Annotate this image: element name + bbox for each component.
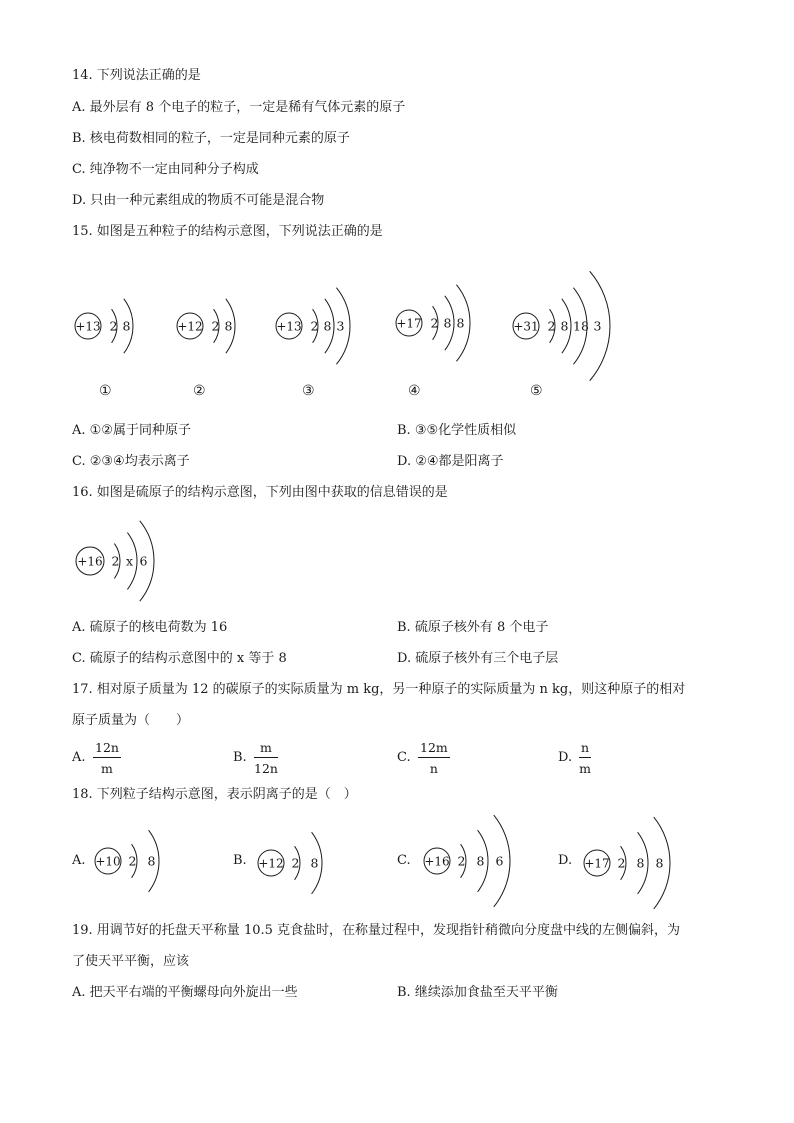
- q17-option-a-label: A.: [72, 750, 86, 765]
- q18-option-d-shell-2-electrons: 8: [636, 855, 645, 871]
- q16-atom-diagram: [74, 501, 185, 625]
- q17-option-d-numerator: n: [579, 740, 591, 758]
- q17-option-d-denominator: m: [579, 761, 591, 776]
- q15-atom-2-atom-diagram: [175, 266, 274, 390]
- q14-option-d: D. 只由一种元素组成的物质不可能是混合物: [72, 193, 325, 208]
- q15-option-c: C. ②③④均表示离子: [72, 454, 190, 469]
- q17-option-c-denominator: n: [429, 761, 438, 776]
- q18-option-a-shell-1-electrons: 2: [128, 853, 137, 869]
- q19-stem-line1: 19. 用调节好的托盘天平称量 10.5 克食盐时，在称量过程中，发现指针稍微向分度盘中线的左侧偏斜，为: [72, 923, 681, 938]
- q19-stem-line2: 了使天平平衡，应该: [72, 954, 190, 969]
- q17-option-a-denominator: m: [101, 761, 113, 776]
- q15-atom-2-shell-2-electrons: 8: [224, 318, 233, 334]
- q16-atom-svg: [74, 501, 185, 621]
- q14-stem: 14. 下列说法正确的是: [72, 68, 201, 83]
- q15-atom-3-atom-svg: [274, 266, 384, 386]
- q18-option-d-atom-diagram: [582, 803, 692, 927]
- q18-option-c-atom-svg: [422, 801, 532, 921]
- q18-option-b-shell-1-electrons: 2: [291, 855, 300, 871]
- q16-shell-1-electrons: 2: [111, 553, 120, 569]
- q15-atom-5-shell-4-electrons: 3: [593, 318, 602, 334]
- q17-option-b-denominator: 12n: [254, 761, 278, 776]
- q17-option-b-fraction: [254, 740, 278, 776]
- q17-option-d-label: D.: [558, 750, 573, 765]
- q15-label-5: ⑤: [530, 383, 543, 399]
- q18-option-c-label: C.: [397, 853, 411, 868]
- q18-option-b-nucleus-charge: +12: [258, 856, 284, 871]
- q18-option-d-shell-1-electrons: 2: [617, 855, 626, 871]
- q15-atom-5-atom-diagram: [511, 266, 632, 390]
- q18-option-a-nucleus-charge: +10: [95, 854, 121, 869]
- q15-option-b: B. ③⑤化学性质相似: [397, 423, 517, 438]
- q18-option-a-shell-2-electrons: 8: [147, 853, 156, 869]
- q15-label-3: ③: [302, 383, 315, 399]
- q15-atom-5-atom-svg: [511, 266, 632, 386]
- q19-option-a: A. 把天平右端的平衡螺母向外旋出一些: [72, 985, 298, 1000]
- q18-option-d-atom-svg: [582, 803, 692, 923]
- q18-option-a-atom-diagram: [93, 801, 192, 925]
- q16-option-a: A. 硫原子的核电荷数为 16: [72, 620, 228, 635]
- q15-atom-4-nucleus-charge: +17: [396, 316, 422, 331]
- q18-option-a-label: A.: [72, 853, 86, 868]
- q18-option-c-atom-diagram: [422, 801, 532, 925]
- q16-option-d: D. 硫原子核外有三个电子层: [397, 651, 559, 666]
- q16-nucleus-charge: +16: [77, 554, 103, 569]
- q18-option-a-atom-svg: [93, 801, 192, 921]
- q15-atom-3-nucleus-charge: +13: [276, 319, 302, 334]
- q15-atom-1-shell-2-electrons: 8: [122, 318, 131, 334]
- q18-option-d-label: D.: [558, 853, 573, 868]
- q15-atom-3-shell-3-electrons: 3: [336, 318, 345, 334]
- q17-option-b-numerator: m: [254, 740, 278, 758]
- q15-atom-4-atom-diagram: [394, 263, 504, 387]
- q14-option-b: B. 核电荷数相同的粒子，一定是同种元素的原子: [72, 131, 350, 146]
- q17-option-c-numerator: 12m: [418, 740, 450, 758]
- q15-atom-4-shell-2-electrons: 8: [443, 315, 452, 331]
- q16-shell-2-electrons: x: [125, 553, 134, 569]
- q15-atom-2-shell-1-electrons: 2: [211, 318, 220, 334]
- q17-option-c-label: C.: [397, 750, 411, 765]
- q15-atom-5-shell-2-electrons: 8: [560, 318, 569, 334]
- q15-atom-5-shell-1-electrons: 2: [547, 318, 556, 334]
- q15-atom-5-shell-3-electrons: 18: [573, 318, 589, 334]
- q18-option-b-shell-2-electrons: 8: [310, 855, 319, 871]
- q18-option-d-shell-3-electrons: 8: [655, 855, 664, 871]
- q17-option-a-numerator: 12n: [93, 740, 121, 758]
- q16-shell-3-electrons: 6: [139, 553, 148, 569]
- q18-option-c-shell-3-electrons: 6: [495, 853, 504, 869]
- q15-stem: 15. 如图是五种粒子的结构示意图，下列说法正确的是: [72, 224, 383, 239]
- q17-stem-line1: 17. 相对原子质量为 12 的碳原子的实际质量为 m kg，另一种原子的实际质量为 n kg，则这种原子的相对: [72, 682, 686, 697]
- q17-option-c-fraction: [418, 740, 450, 776]
- q18-option-b-atom-diagram: [256, 803, 355, 927]
- q15-label-2: ②: [193, 383, 206, 399]
- q15-atom-4-atom-svg: [394, 263, 504, 383]
- q15-atom-4-shell-3-electrons: 8: [456, 315, 465, 331]
- q15-atom-1-nucleus-charge: +13: [75, 319, 101, 334]
- q19-option-b: B. 继续添加食盐至天平平衡: [397, 985, 558, 1000]
- q16-option-b: B. 硫原子核外有 8 个电子: [397, 620, 549, 635]
- q18-option-c-nucleus-charge: +16: [424, 854, 450, 869]
- q18-option-d-nucleus-charge: +17: [584, 856, 610, 871]
- q18-option-c-shell-1-electrons: 2: [457, 853, 466, 869]
- q17-option-b-label: B.: [233, 750, 247, 765]
- q15-atom-1-atom-svg: [73, 266, 172, 386]
- q14-option-c: C. 纯净物不一定由同种分子构成: [72, 162, 259, 177]
- q18-option-c-shell-2-electrons: 8: [476, 853, 485, 869]
- q15-atom-1-shell-1-electrons: 2: [109, 318, 118, 334]
- q15-atom-2-atom-svg: [175, 266, 274, 386]
- q16-stem: 16. 如图是硫原子的结构示意图，下列由图中获取的信息错误的是: [72, 485, 448, 500]
- q17-option-d-fraction: [579, 740, 591, 776]
- q15-atom-1-atom-diagram: [73, 266, 172, 390]
- q15-atom-3-shell-2-electrons: 8: [323, 318, 332, 334]
- q15-atom-2-nucleus-charge: +12: [177, 319, 203, 334]
- q15-option-d: D. ②④都是阳离子: [397, 454, 504, 469]
- q15-option-a: A. ①②属于同种原子: [72, 423, 191, 438]
- q18-stem: 18. 下列粒子结构示意图，表示阴离子的是（ ）: [72, 787, 357, 802]
- q15-atom-5-nucleus-charge: +31: [513, 319, 539, 334]
- q16-option-c: C. 硫原子的结构示意图中的 x 等于 8: [72, 651, 287, 666]
- q18-option-b-label: B.: [233, 853, 247, 868]
- q15-atom-3-shell-1-electrons: 2: [310, 318, 319, 334]
- q14-option-a: A. 最外层有 8 个电子的粒子，一定是稀有气体元素的原子: [72, 100, 406, 115]
- q15-label-4: ④: [408, 383, 421, 399]
- q15-label-1: ①: [99, 383, 112, 399]
- q17-option-a-fraction: [93, 740, 121, 776]
- q18-option-b-atom-svg: [256, 803, 355, 923]
- q15-atom-3-atom-diagram: [274, 266, 384, 390]
- q17-stem-line2: 原子质量为（ ）: [72, 713, 190, 728]
- q15-atom-4-shell-1-electrons: 2: [430, 315, 439, 331]
